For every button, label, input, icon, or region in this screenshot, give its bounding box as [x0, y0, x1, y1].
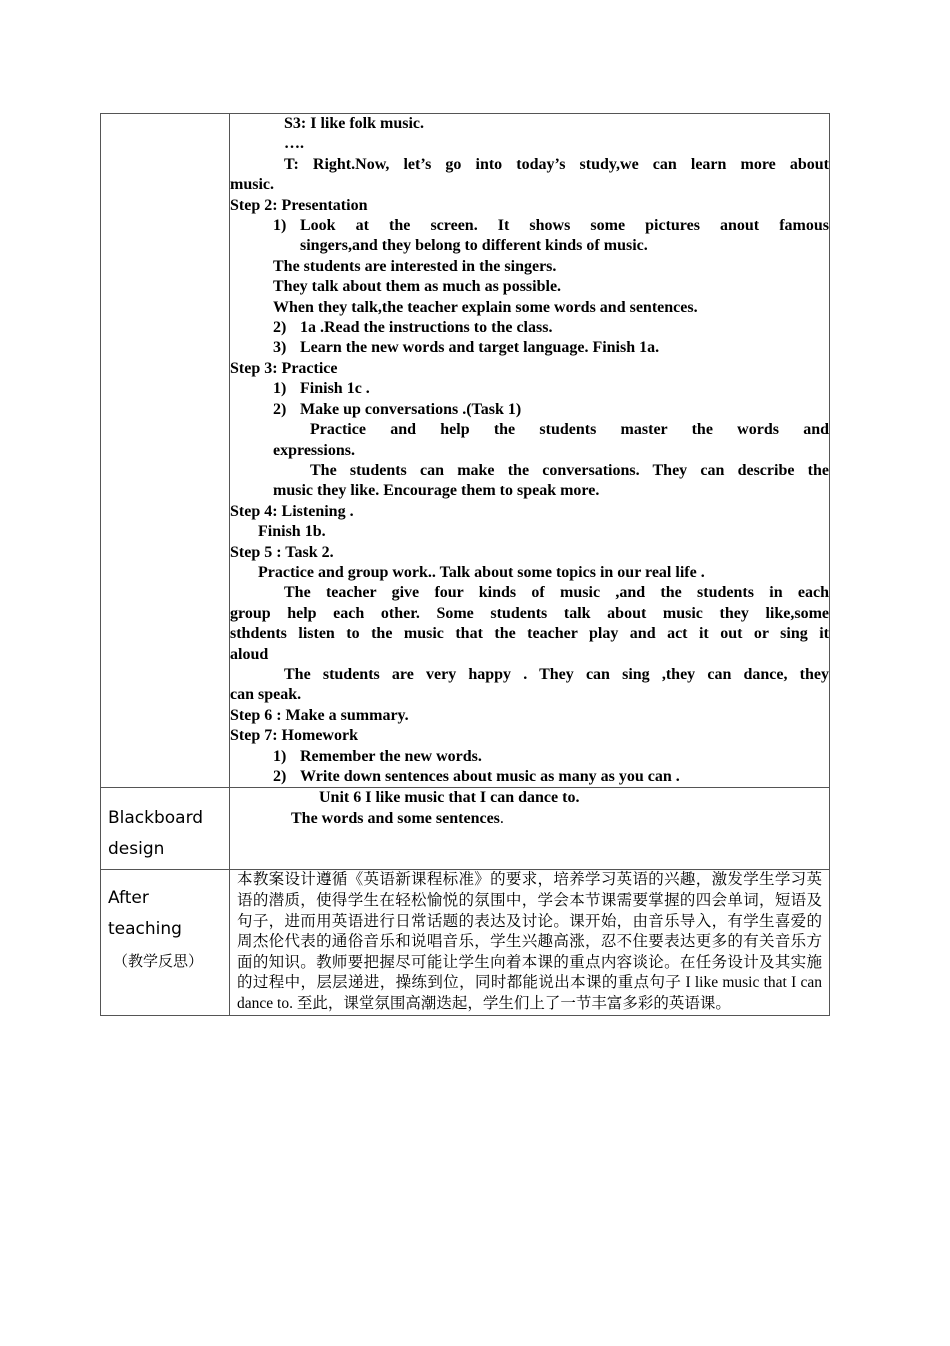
paragraph-line: Practice and help the students master the words and: [310, 421, 829, 439]
list-text: Write down sentences about music as many as you can .: [300, 768, 680, 785]
list-item: [230, 338, 829, 358]
paragraph-line: They talk about them as much as possible.: [273, 278, 562, 296]
lesson-plan-table: [100, 113, 830, 1016]
paragraph-line: expressions.: [273, 441, 355, 459]
list-item: [230, 216, 829, 236]
design-label: design: [108, 839, 165, 860]
list-item: [230, 747, 829, 767]
paragraph-line: The students can make the conversations. They can describe the: [310, 461, 829, 479]
list-item: [230, 379, 829, 399]
list-text-cont: singers,and they belong to different kinds of music.: [300, 237, 648, 255]
list-text: Look at the screen. It shows some pictures anout famous: [300, 217, 829, 235]
blackboard-row: [101, 788, 830, 870]
paragraph-line: can speak.: [230, 686, 302, 704]
teaching-label: teaching: [108, 919, 182, 940]
list-text: Finish 1c .: [300, 380, 370, 398]
step-6-heading: Step 6 : Make a summary.: [230, 706, 409, 724]
blackboard-subtitle-end: .: [499, 809, 504, 827]
teacher-line-cont: music.: [230, 176, 274, 194]
step-2-heading: Step 2: Presentation: [230, 196, 368, 214]
list-item: [230, 318, 829, 338]
procedure-label-cell: [101, 114, 230, 788]
paragraph-line: group help each other. Some students talk about music they like,some: [230, 604, 829, 622]
paragraph-line: The students are very happy . They can sing ,they can dance, they: [284, 665, 829, 683]
paragraph-line: The students are interested in the singers.: [273, 257, 557, 275]
list-item: [230, 400, 829, 420]
list-number: 1): [273, 747, 287, 765]
ellipsis-line: ….: [284, 135, 304, 153]
paragraph-line: Finish 1b.: [258, 523, 326, 541]
after-teaching-label-cell: [101, 870, 230, 1015]
list-item: [230, 767, 829, 787]
list-text: Learn the new words and target language. Finish 1a.: [300, 339, 660, 357]
blackboard-label: Blackboard: [108, 808, 204, 829]
after-label: After: [108, 888, 149, 909]
after-teaching-row: [101, 870, 830, 1015]
teacher-line: T: Right.Now, let’s go into today’s study,we can learn more about: [284, 155, 829, 173]
blackboard-content-cell: [230, 788, 830, 870]
paragraph-line: music they like. Encourage them to speak more.: [273, 482, 600, 500]
reflection-text: 本教案设计遵循《英语新课程标准》的要求，培养学习英语的兴趣，激发学生学习英语的潜质，使得学生在轻松愉悦的氛围中，学会本节课需要掌握的四会单词，短语及句子，进而用英语进行日常话题的表达及讨论。课开始，由音乐导入，有学生喜爱的周杰伦代表的通俗音乐和说唱音乐，学生兴趣高涨，忍不住要表达更多的有关音乐方面的知识。教师要把握尽可能让学生向着本课的重点内容谈论。在任务设计及其实施的过程中，层层递进，操练到位，同时都能说出本课的重点句子 I like music that I can dance to. 至此，课堂氛围高潮迭起，学生们上了一节丰富多彩的英语课。: [237, 871, 822, 1012]
list-number: 3): [273, 339, 287, 357]
step-4-heading: Step 4: Listening .: [230, 502, 354, 520]
list-text: Make up conversations .(Task 1): [300, 400, 522, 418]
paragraph-line: The teacher give four kinds of music ,and the students in each: [284, 584, 829, 602]
dialogue-line: S3: I like folk music.: [284, 115, 425, 132]
step-7-heading: Step 7: Homework: [230, 727, 358, 745]
reflection-label: （教学反思）: [113, 952, 204, 971]
list-number: 1): [273, 217, 287, 235]
list-number: 2): [273, 319, 287, 337]
paragraph-line: When they talk,the teacher explain some words and sentences.: [273, 298, 698, 316]
blackboard-title: Unit 6 I like music that I can dance to.: [319, 789, 580, 807]
after-teaching-content-cell: [230, 870, 830, 1015]
list-number: 1): [273, 380, 287, 398]
procedure-content-cell: [230, 114, 830, 788]
paragraph-line: Practice and group work.. Talk about some topics in our real life .: [258, 563, 705, 581]
step-3-heading: Step 3: Practice: [230, 359, 338, 377]
blackboard-subtitle-bold: The words and some sentences: [291, 809, 500, 827]
paragraph-line: aloud: [230, 645, 269, 663]
list-number: 2): [273, 400, 287, 418]
list-text: 1a .Read the instructions to the class.: [300, 319, 553, 337]
list-text: Remember the new words.: [300, 747, 482, 765]
paragraph-line: sthdents listen to the music that the teacher play and act it out or sing it: [230, 625, 829, 643]
blackboard-subtitle: [230, 809, 829, 829]
step-5-heading: Step 5 : Task 2.: [230, 543, 334, 561]
list-number: 2): [273, 768, 287, 785]
procedure-row: [101, 114, 830, 788]
blackboard-label-cell: [101, 788, 230, 870]
